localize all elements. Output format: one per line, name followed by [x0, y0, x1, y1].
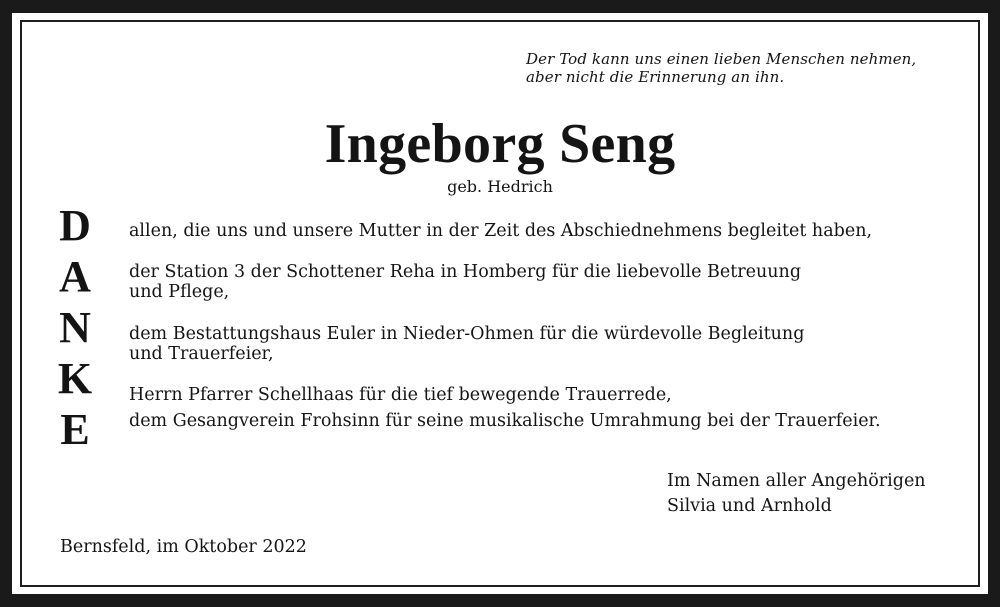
thanks-line: Herrn Pfarrer Schellhaas für die tief bewegende Trauerrede,: [129, 385, 672, 405]
quote-line: aber nicht die Erinnerung an ihn.: [526, 68, 785, 86]
thanks-line: dem Bestattungshaus Euler in Nieder-Ohmen für die würdevolle Begleitung: [129, 324, 805, 344]
thanks-paragraph: [129, 262, 801, 302]
thanks-line: allen, die uns und unsere Mutter in der Zeit des Abschiednehmens begleitet haben,: [129, 221, 873, 241]
danke-letter: E: [60, 405, 90, 454]
thanks-line: und Trauerfeier,: [129, 344, 274, 364]
thanks-line: dem Gesangverein Frohsinn für seine musikalische Umrahmung bei der Trauerfeier.: [129, 411, 881, 431]
danke-letter: A: [59, 252, 91, 301]
place-date: Bernsfeld, im Oktober 2022: [60, 537, 307, 557]
danke-letter: D: [59, 201, 91, 250]
signature-line: Silvia und Arnhold: [667, 496, 832, 516]
thanks-paragraph: [129, 385, 881, 431]
signature: [667, 469, 926, 519]
maiden-name: geb. Hedrich: [447, 177, 553, 196]
thanks-line: der Station 3 der Schottener Reha in Homberg für die liebevolle Betreuung: [129, 262, 802, 282]
signature-line: Im Namen aller Angehörigen: [667, 471, 926, 491]
thanks-line: und Pflege,: [129, 282, 230, 302]
danke-letter: N: [59, 303, 91, 352]
danke-letter: K: [57, 354, 93, 403]
danke-vertical: [52, 200, 98, 455]
thanks-paragraph: [129, 221, 872, 241]
thanks-paragraph: [129, 324, 804, 364]
quote-line: Der Tod kann uns einen lieben Menschen nehmen,: [526, 50, 917, 68]
quote: [526, 50, 956, 86]
deceased-name: Ingeborg Seng: [324, 113, 676, 175]
